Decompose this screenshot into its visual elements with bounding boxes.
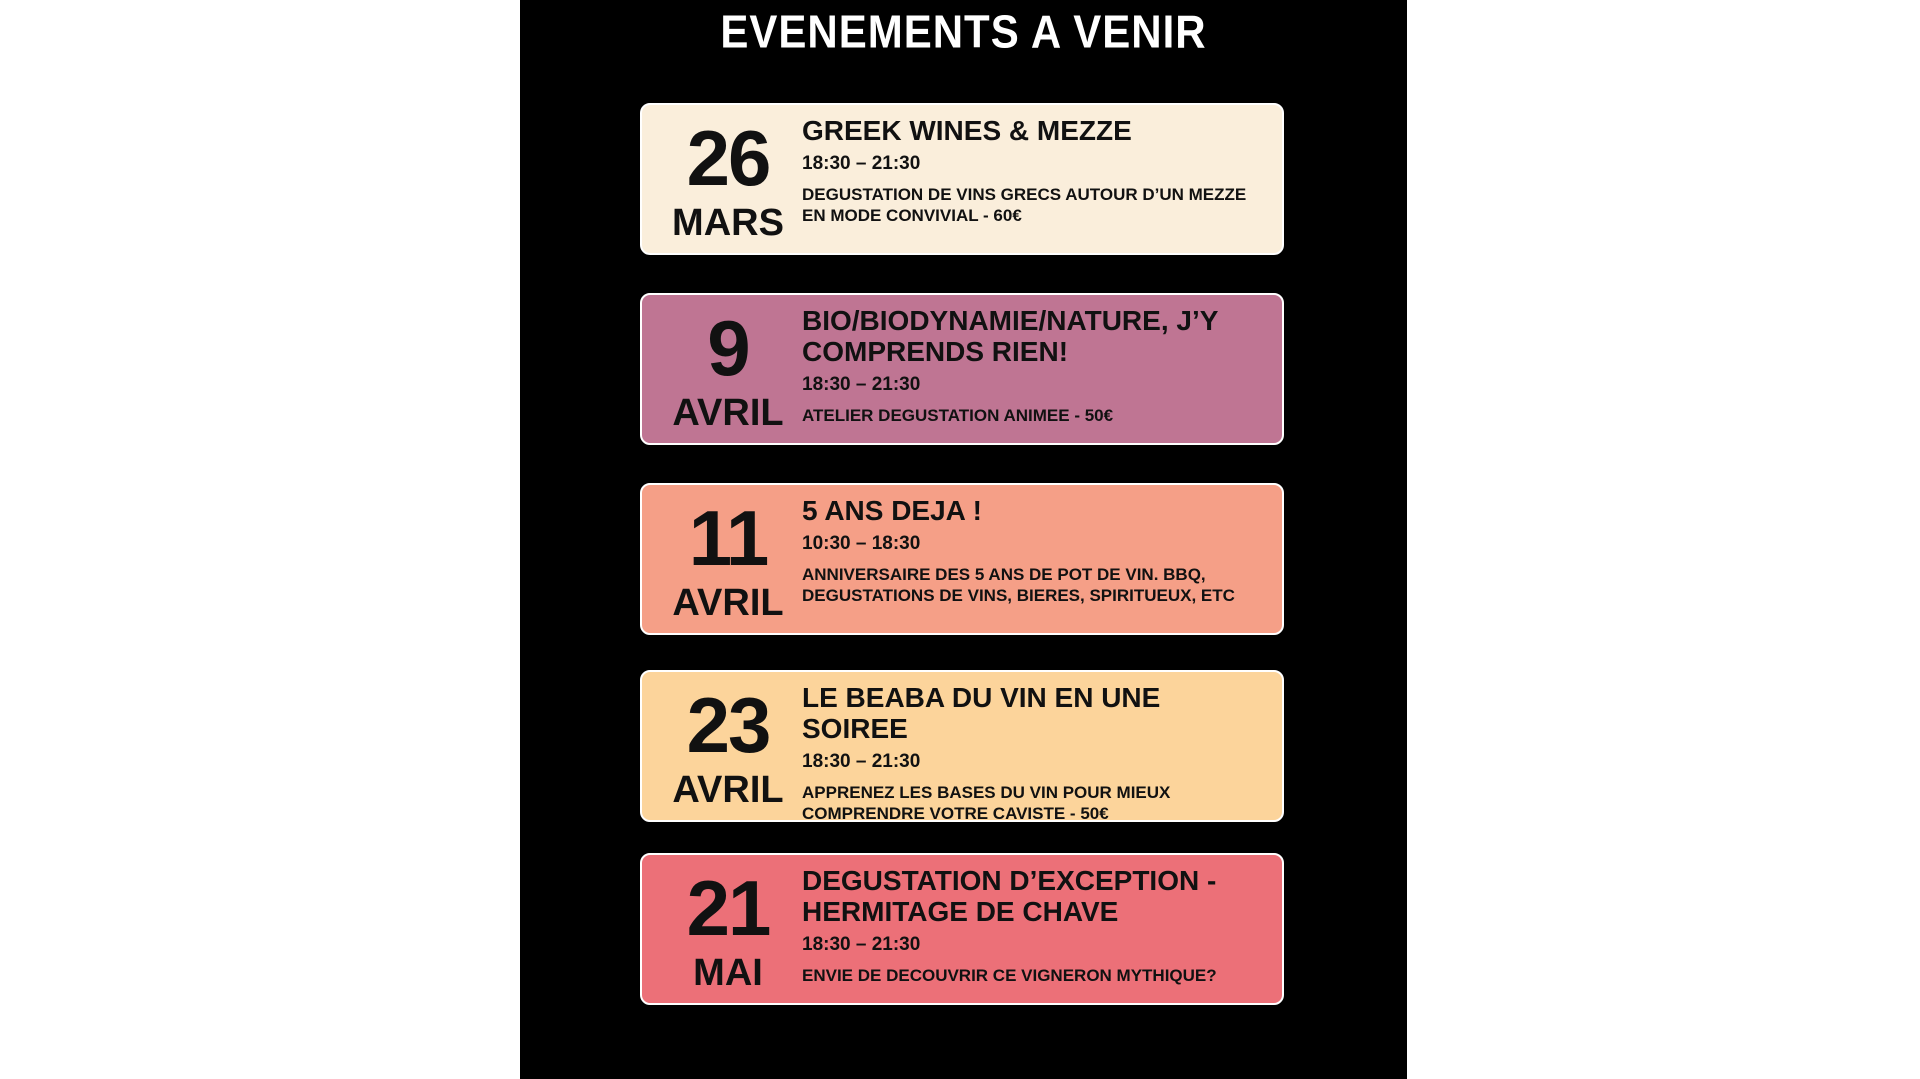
event-date [642,855,814,1003]
event-title: GREEK WINES & MEZZE [802,115,1132,146]
poster-title: EVENEMENTS A VENIR [720,5,1207,58]
event-title: LE BEABA DU VIN EN UNE SOIREE [802,682,1161,744]
event-month: MAI [693,952,763,994]
event-month: AVRIL [672,582,784,624]
events-poster [520,0,1407,1079]
event-card [640,483,1284,635]
event-day: 21 [686,864,770,952]
event-time: 18:30 – 21:30 [802,374,921,395]
event-info [802,678,1272,824]
event-day: 23 [686,681,770,769]
event-description: ANNIVERSAIRE DES 5 ANS DE POT DE VIN. BBQ, DEGUSTATIONS DE VINS, BIERES, SPIRITUEUX, ETC [802,565,1235,605]
event-date [642,485,814,633]
event-info [802,301,1272,426]
event-time: 18:30 – 21:30 [802,934,921,955]
event-card [640,103,1284,255]
event-info [802,861,1272,986]
event-month: AVRIL [672,769,784,811]
event-date [642,295,814,443]
event-date [642,105,814,253]
event-time: 18:30 – 21:30 [802,751,921,772]
event-day: 9 [707,304,749,392]
event-card [640,853,1284,1005]
event-time: 10:30 – 18:30 [802,533,921,554]
event-title: 5 ANS DEJA ! [802,495,982,526]
event-day: 26 [686,114,770,202]
event-info [802,491,1272,606]
event-month: AVRIL [672,392,784,434]
event-time: 18:30 – 21:30 [802,153,921,174]
event-day: 11 [688,494,768,582]
event-month: MARS [672,202,784,244]
event-title: BIO/BIODYNAMIE/NATURE, J’Y COMPRENDS RIEN! [802,305,1218,367]
event-date [642,672,814,820]
event-description: APPRENEZ LES BASES DU VIN POUR MIEUX COMPRENDRE VOTRE CAVISTE - 50€ [802,783,1171,823]
event-info [802,111,1272,226]
event-card [640,670,1284,822]
event-title: DEGUSTATION D’EXCEPTION - HERMITAGE DE CHAVE [802,865,1217,927]
event-description: ATELIER DEGUSTATION ANIMEE - 50€ [802,406,1114,425]
event-card [640,293,1284,445]
event-description: ENVIE DE DECOUVRIR CE VIGNERON MYTHIQUE? [802,966,1217,985]
event-description: DEGUSTATION DE VINS GRECS AUTOUR D’UN MEZZE EN MODE CONVIVIAL - 60€ [802,185,1247,225]
